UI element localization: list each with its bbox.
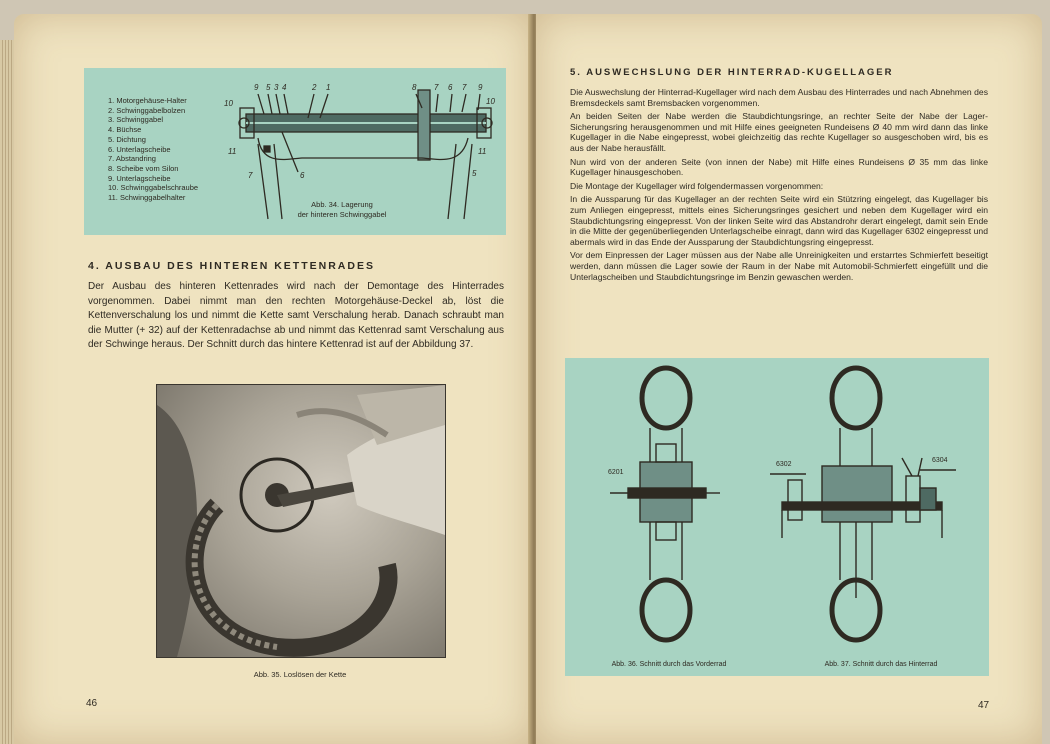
legend-item: 11. Schwinggabelhalter [108,193,186,203]
callout-label: 7 [248,171,253,180]
page-number-right: 47 [978,700,990,711]
callout-label: 11 [228,147,237,156]
callout-label: 7 [434,83,439,92]
bearing-label: 6302 [776,461,792,468]
legend-item: 6. Unterlagscheibe [108,144,171,154]
callout-label: 3 [274,83,279,92]
callout-label: 9 [478,83,483,92]
callout-label: 4 [282,83,287,92]
callout-label: 9 [254,83,259,92]
section-heading: 4. AUSBAU DES HINTEREN KETTENRADES [88,260,375,272]
body-text [570,87,988,282]
section-heading: 5. AUSWECHSLUNG DER HINTERRAD-KUGELLAGER [570,67,894,78]
legend-item: 5. Dichtung [108,134,146,144]
legend-item: 9. Unterlagscheibe [108,173,171,183]
bearing-label: 6201 [608,469,624,476]
figure-34-legend [108,96,198,203]
legend-item: 8. Scheibe vom Silon [108,163,179,173]
legend-item: 7. Abstandring [108,154,156,164]
page-number-left: 46 [86,698,98,709]
callout-label: 7 [462,83,467,92]
body-paragraph: Die Montage der Kugellager wird folgendermassen vorgenommen: [570,180,824,191]
callout-label: 6 [448,83,453,92]
legend-item: 1. Motorgehäuse-Halter [108,96,187,105]
callout-label: 5 [472,169,477,178]
callout-label: 8 [412,83,417,92]
body-paragraph: In die Aussparung für das Kugellager an der rechten Seite wird ein Stützring eingelegt, das Kugellager bis zum Anliegen eingepresst, mittels eines Sicherungsringes gesichert und neben dem Kugellager wird ein Staubdichtungsring eingepresst. Von der linken Seite wird das Abstandrohr derart eingelegt, damit sein Ende in die Mitte der gegenüberliegenden Unterlagscheibe einragt, dann wird das Kugellager 6302 eingepresst und abermals wird in das Ende der Aussparung der Staubdichtungsring eingepresst. [570,194,988,247]
callout-label: 11 [478,147,487,156]
callout-label: 5 [266,83,271,92]
body-paragraph: Die Auswechslung der Hinterrad-Kugellager wird nach dem Ausbau des Hinterrades und nach Abnehmen des Bremsdeckels samt Bremsbacken vorgenommen. [570,87,988,108]
photo-illustration [157,385,445,657]
figure-34-caption: Abb. 34. Lagerung der hinteren Schwinggabel [297,200,387,219]
callout-label: 1 [326,83,331,92]
callout-label: 10 [486,97,495,106]
legend-item: 3. Schwinggabel [108,115,164,125]
legend-item: 2. Schwinggabelbolzen [108,105,186,115]
legend-item: 4. Büchse [108,125,142,135]
legend-item: 10. Schwinggabelschraube [108,183,199,193]
callout-label: 10 [224,99,233,108]
body-paragraph: An beiden Seiten der Nabe werden die Staubdichtungsringe, an rechter Seite der Nabe der Lager-Sicherungsring herausgenommen und mit Hilfe eines geeigneten Rundeisens Ø 40 mm wird dann das linke Kugellager in die Nabe eingepresst, wobei gleichzeitig das rechte Kugellager so ausgeschoben wird, bis es aus der Nabe herausfällt. [570,111,988,153]
callout-label: 6 [300,171,305,180]
body-paragraph: Vor dem Einpressen der Lager müssen aus der Nabe alle Unreinigkeiten und erstarrtes Schmierfett beseitigt werden, dann müssen die Lager sowie der Raum in der Nabe mit Automobil-Schmierfett eingefüllt und die Unterlagscheiben und Staubdichtungsringe im Benzin gewaschen werden. [570,250,988,282]
wheel-section-drawings [570,362,984,658]
bearing-label: 6304 [932,457,948,464]
callout-label: 2 [312,83,317,92]
chain-removal-photo [156,384,446,658]
figure-37-caption: Abb. 37. Schnitt durch das Hinterrad [824,661,938,668]
figure-36-caption: Abb. 36. Schnitt durch das Vorderrad [611,661,727,668]
body-paragraph: Nun wird von der anderen Seite (von innen der Nabe) mit Hilfe eines Rundeisens Ø 35 mm das linke Kugellager hinausgeschoben. [570,156,988,178]
body-paragraph: Der Ausbau des hinteren Kettenrades wird nach der Demontage des Hinterrades vorgenommen. Dabei nimmt man den rechten Motorgehäuse-Deckel ab, löst die Kettenverschalung los und nimmt die Kette samt Verschalung herab. Danach schraubt man die Mutter (+ 32) auf der Kettenradachse ab und nimmt das Kettenrad samt Verschalung aus der Schwinge heraus. Der Schnitt durch das hintere Kettenrad ist auf der Abbildung 37. [88,281,504,351]
figure-35-caption: Abb. 35. Loslösen der Kette [253,670,347,679]
